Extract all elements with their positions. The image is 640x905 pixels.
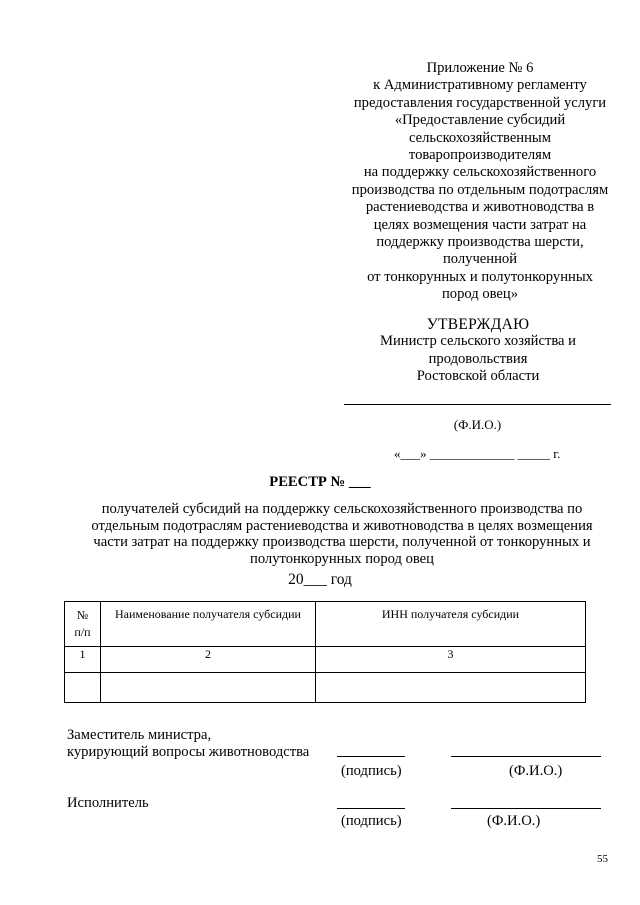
executor-fio-caption: (Ф.И.О.) bbox=[487, 813, 541, 829]
executor-fio-line bbox=[451, 808, 601, 809]
approval-fio-caption: (Ф.И.О.) bbox=[453, 417, 502, 432]
executor-signature-line bbox=[337, 808, 405, 809]
header-number bbox=[65, 602, 101, 647]
appendix-line: растениеводства и животноводства в bbox=[365, 199, 595, 216]
appendix-block bbox=[330, 60, 630, 304]
registry-description-line: отдельным подотраслям растениеводства и животноводства в целях возмещения bbox=[91, 517, 593, 534]
registry-description-line: части затрат на поддержку производства шерсти, полученной от тонкорунных и bbox=[93, 534, 591, 551]
approval-block bbox=[340, 316, 616, 386]
appendix-line: целях возмещения части затрат на bbox=[373, 216, 587, 233]
registry-description-line: получателей субсидий на поддержку сельскохозяйственного производства по bbox=[101, 501, 583, 517]
approval-date-line: «___» _____________ _____ г. bbox=[394, 446, 561, 461]
executor-sign-caption: (подпись) bbox=[341, 813, 402, 829]
registry-description bbox=[64, 501, 620, 567]
table-row bbox=[65, 647, 586, 673]
registry-year: 20___ год bbox=[288, 571, 352, 588]
header-inn: ИНН получателя субсидии bbox=[316, 602, 586, 647]
deputy-minister-title bbox=[67, 727, 309, 761]
deputy-sign-caption: (подпись) bbox=[341, 763, 402, 779]
header-recipient-name: Наименование получателя субсидии bbox=[101, 602, 316, 647]
appendix-line: поддержку производства шерсти, bbox=[376, 234, 584, 251]
appendix-line: товаропроизводителям bbox=[408, 147, 552, 164]
appendix-line: на поддержку сельскохозяйственного bbox=[363, 164, 597, 181]
column-number-2: 2 bbox=[101, 647, 316, 673]
appendix-line: к Административному регламенту bbox=[373, 77, 587, 94]
approval-line: Ростовской области bbox=[416, 368, 540, 385]
approval-line: Министр сельского хозяйства и bbox=[380, 333, 576, 350]
deputy-fio-line bbox=[451, 756, 601, 757]
approval-heading: УТВЕРЖДАЮ bbox=[426, 316, 530, 333]
header-number-text: № п/п bbox=[74, 608, 91, 639]
deputy-signature-line bbox=[337, 756, 405, 757]
appendix-line: Приложение № 6 bbox=[426, 60, 534, 76]
registry-title: РЕЕСТР № ___ bbox=[269, 474, 371, 490]
approval-line: продовольствия bbox=[428, 350, 528, 367]
table-cell bbox=[65, 673, 101, 703]
column-number-3: 3 bbox=[316, 647, 586, 673]
approval-signature-line bbox=[344, 404, 611, 405]
table-cell bbox=[316, 673, 586, 703]
appendix-line: от тонкорунных и полутонкорунных bbox=[367, 268, 593, 285]
appendix-line: «Предоставление субсидий bbox=[394, 112, 566, 129]
executor-label: Исполнитель bbox=[67, 795, 149, 811]
table-cell bbox=[101, 673, 316, 703]
deputy-line-1: Заместитель министра, bbox=[67, 727, 212, 743]
appendix-line: пород овец» bbox=[441, 286, 519, 303]
registry-description-line: полутонкорунных пород овец bbox=[250, 550, 434, 567]
column-number-1: 1 bbox=[65, 647, 101, 673]
appendix-line: сельскохозяйственным bbox=[409, 129, 551, 146]
deputy-line-2: курирующий вопросы животноводства bbox=[67, 744, 310, 760]
appendix-line: полученной bbox=[442, 251, 518, 268]
page-number: 55 bbox=[597, 853, 608, 865]
appendix-line: предоставления государственной услуги bbox=[353, 94, 607, 111]
appendix-line: производства по отдельным подотраслям bbox=[351, 181, 609, 198]
table-row bbox=[65, 673, 586, 703]
deputy-fio-caption: (Ф.И.О.) bbox=[509, 763, 563, 779]
registry-table bbox=[64, 601, 586, 703]
table-header-row bbox=[65, 602, 586, 647]
